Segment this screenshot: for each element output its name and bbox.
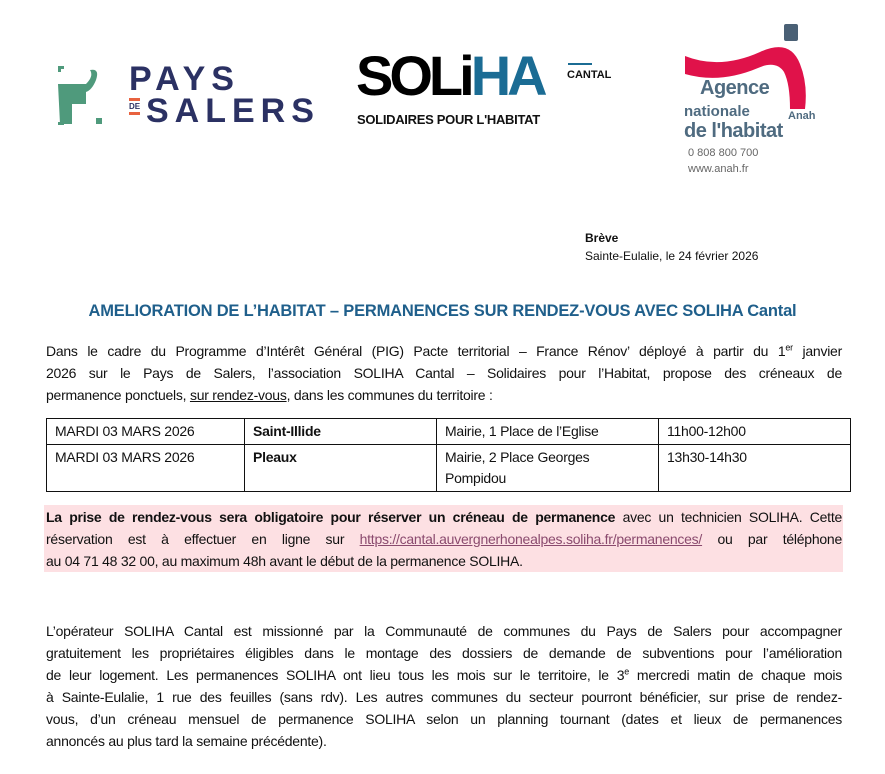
text: , dans les communes du territoire : xyxy=(286,387,493,403)
text: réservation est à effectuer en ligne sur xyxy=(46,531,360,547)
notice-line xyxy=(46,506,842,528)
body-line xyxy=(46,664,842,686)
logo-text-de: DE xyxy=(129,98,140,115)
permanences-link[interactable]: https://cantal.auvergnerhonealpes.soliha.fr/permanences/ xyxy=(359,531,703,547)
intro-line xyxy=(46,340,842,362)
notice-line: au 04 71 48 32 00, au maximum 48h avant le début de la permanence SOLIHA. xyxy=(46,553,523,569)
superscript: er xyxy=(785,342,793,353)
body-line: annoncés au plus tard la semaine précédente). xyxy=(46,733,327,749)
soliha-logo xyxy=(356,44,626,132)
soliha-wordmark xyxy=(356,46,544,106)
anah-logo xyxy=(680,24,830,180)
body-line: vous, d’un créneau mensuel de permanence SOLIHA selon un planning tournant (dates et lieux de permanences xyxy=(46,711,842,727)
soliha-tagline: SOLIDAIRES POUR L'HABITAT xyxy=(357,112,540,127)
text: mercredi matin de chaque mois xyxy=(629,667,842,683)
text: ou par téléphone xyxy=(702,531,842,547)
soliha-cantal: CANTAL xyxy=(567,69,612,81)
body-line: à Sainte-Eulalie, 1 rue des feuilles (sans rdv). Les autres communes du secteur pourront bénéficier, sur prise de rendez- xyxy=(46,689,842,705)
anah-nationale: nationale xyxy=(684,103,750,120)
text: de leur logement. Les permanences SOLIHA ont lieu tous les mois sur le territoire, le 3 xyxy=(46,667,625,683)
cantal-rule xyxy=(568,63,592,65)
pays-de-salers-logo xyxy=(56,62,326,128)
time-cell: 13h30-14h30 xyxy=(659,445,851,492)
text: Dans le cadre du Programme d’Intérêt Général (PIG) Pacte territorial – France Rénov’ déployé à partir du 1 xyxy=(46,343,786,359)
table-row xyxy=(47,419,851,445)
time-cell: 11h00-12h00 xyxy=(659,419,851,445)
anah-abbr: Anah xyxy=(788,110,816,122)
date-cell: MARDI 03 MARS 2026 xyxy=(47,445,245,492)
page-title: AMELIORATION DE L’HABITAT – PERMANENCES SUR RENDEZ-VOUS AVEC SOLIHA Cantal xyxy=(88,302,797,320)
soliha-blue-part: HA xyxy=(470,44,544,107)
logo-text-salers: SALERS xyxy=(146,92,320,130)
location-cell: Mairie, 2 Place Georges Pompidou xyxy=(437,445,659,492)
cow-head-icon xyxy=(56,62,106,128)
superscript: e xyxy=(624,666,630,677)
intro-line: 2026 sur le Pays de Salers, l’association SOLIHA Cantal – Solidaires pour l’Habitat, propose des créneaux de xyxy=(46,365,842,381)
logo-text-pays: PAYS xyxy=(129,60,240,98)
soliha-black-part: SOLi xyxy=(356,44,471,107)
table-row xyxy=(47,445,851,492)
anah-agence: Agence xyxy=(700,77,770,99)
anah-habitat: de l'habitat xyxy=(684,120,783,142)
location-cell: Mairie, 1 Place de l’Eglise xyxy=(437,419,659,445)
place-date: Sainte-Eulalie, le 24 février 2026 xyxy=(585,249,759,263)
text: janvier xyxy=(792,343,842,359)
notice-line xyxy=(46,528,842,550)
anah-website: www.anah.fr xyxy=(688,163,749,175)
anah-phone: 0 808 800 700 xyxy=(688,147,759,159)
bold-text: La prise de rendez-vous sera obligatoire pour réserver un créneau de permanence xyxy=(46,509,616,525)
underlined-text: sur rendez-vous xyxy=(189,387,287,403)
commune-cell: Pleaux xyxy=(245,445,437,492)
body-line: gratuitement les propriétaires éligibles dans le montage des dossiers de demande de subventions pour l’amélioration xyxy=(46,645,842,661)
text: permanence ponctuels, xyxy=(46,387,190,403)
intro-line xyxy=(46,384,842,406)
text: avec un technicien SOLIHA. Cette xyxy=(615,509,842,525)
permanences-table xyxy=(46,418,851,492)
anah-swoosh-icon xyxy=(680,24,830,114)
commune-cell: Saint-Illide xyxy=(245,419,437,445)
body-line: L’opérateur SOLIHA Cantal est missionné par la Communauté de communes du Pays de Salers pour accompagner xyxy=(46,623,842,639)
date-cell: MARDI 03 MARS 2026 xyxy=(47,419,245,445)
doc-type: Brève xyxy=(585,231,619,245)
